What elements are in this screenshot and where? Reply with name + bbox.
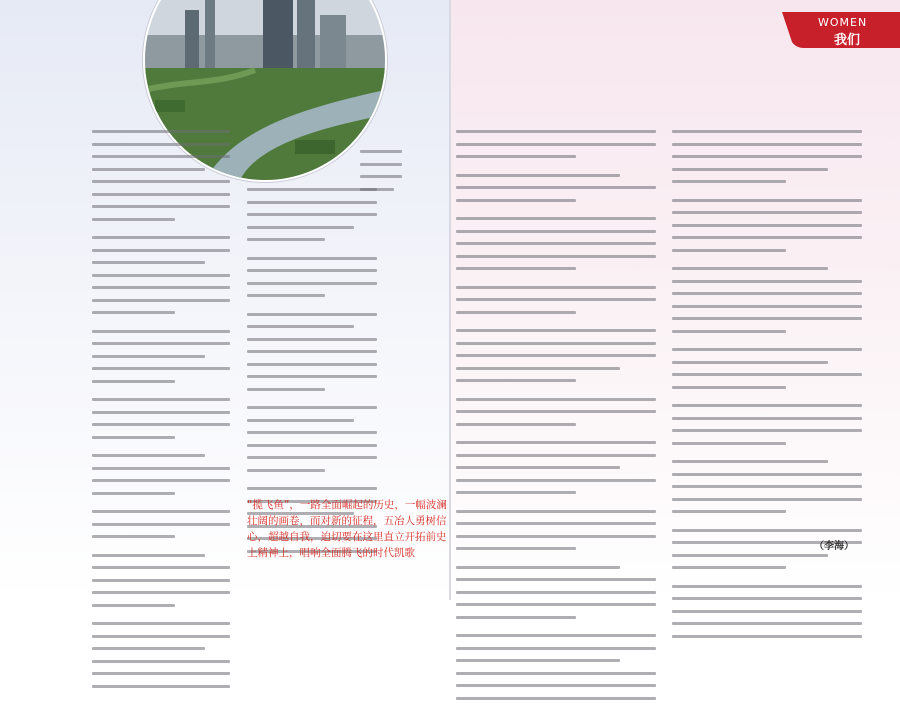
text-line-placeholder xyxy=(672,622,862,625)
paragraph-gap xyxy=(456,280,656,286)
text-line-placeholder xyxy=(456,267,576,270)
text-line-placeholder xyxy=(456,255,656,258)
text-line-placeholder xyxy=(247,188,377,191)
text-line-placeholder xyxy=(247,363,377,366)
text-line-placeholder xyxy=(92,510,230,513)
text-line-placeholder xyxy=(456,130,656,133)
text-line-placeholder xyxy=(456,367,620,370)
text-line-placeholder xyxy=(456,186,656,189)
text-line-placeholder xyxy=(247,388,325,391)
text-line-placeholder xyxy=(247,282,377,285)
text-line-placeholder xyxy=(247,487,377,490)
text-line-placeholder xyxy=(672,610,862,613)
text-line-placeholder xyxy=(92,523,230,526)
text-line-placeholder xyxy=(92,554,205,557)
text-line-placeholder xyxy=(456,491,576,494)
text-line-placeholder xyxy=(672,585,862,588)
text-line-placeholder xyxy=(92,367,230,370)
text-line-placeholder xyxy=(92,423,230,426)
text-line-placeholder xyxy=(672,361,828,364)
text-line-placeholder xyxy=(456,398,656,401)
text-line-placeholder xyxy=(672,442,786,445)
text-line-placeholder xyxy=(92,635,230,638)
text-line-placeholder xyxy=(247,257,377,260)
left-column-2b xyxy=(360,150,402,200)
section-tag-zh: 我们 xyxy=(834,33,861,48)
text-line-placeholder xyxy=(92,236,230,239)
text-line-placeholder xyxy=(456,199,576,202)
text-line-placeholder xyxy=(92,660,230,663)
text-line-placeholder xyxy=(92,218,175,221)
text-line-placeholder xyxy=(456,603,656,606)
text-line-placeholder xyxy=(92,330,230,333)
text-line-placeholder xyxy=(456,547,576,550)
text-line-placeholder xyxy=(456,535,656,538)
paragraph-gap xyxy=(456,560,656,566)
text-line-placeholder xyxy=(672,429,862,432)
text-line-placeholder xyxy=(672,267,828,270)
text-line-placeholder xyxy=(672,249,786,252)
text-line-placeholder xyxy=(92,411,230,414)
text-line-placeholder xyxy=(672,498,862,501)
text-line-placeholder xyxy=(672,373,862,376)
text-line-placeholder xyxy=(456,479,656,482)
text-line-placeholder xyxy=(672,224,862,227)
text-line-placeholder xyxy=(92,591,230,594)
paragraph-gap xyxy=(672,579,862,585)
text-line-placeholder xyxy=(247,444,377,447)
text-line-placeholder xyxy=(92,155,230,158)
text-line-placeholder xyxy=(672,386,786,389)
text-line-placeholder xyxy=(456,441,656,444)
text-line-placeholder xyxy=(456,410,656,413)
text-line-placeholder xyxy=(247,269,377,272)
page-gutter xyxy=(449,0,451,600)
text-line-placeholder xyxy=(672,280,862,283)
text-line-placeholder xyxy=(672,143,862,146)
text-line-placeholder xyxy=(456,647,656,650)
text-line-placeholder xyxy=(360,188,394,191)
section-tag-en: WOMEN xyxy=(818,16,868,29)
text-line-placeholder xyxy=(247,350,377,353)
text-line-placeholder xyxy=(456,591,656,594)
text-line-placeholder xyxy=(247,431,377,434)
text-line-placeholder xyxy=(456,354,656,357)
text-line-placeholder xyxy=(92,286,230,289)
text-line-placeholder xyxy=(247,469,325,472)
text-line-placeholder xyxy=(672,211,862,214)
text-line-placeholder xyxy=(456,329,656,332)
text-line-placeholder xyxy=(672,292,862,295)
paragraph-gap xyxy=(672,193,862,199)
text-line-placeholder xyxy=(92,566,230,569)
text-line-placeholder xyxy=(247,325,354,328)
text-line-placeholder xyxy=(92,130,230,133)
text-line-placeholder xyxy=(360,150,402,153)
text-line-placeholder xyxy=(92,454,205,457)
text-line-placeholder xyxy=(456,522,656,525)
text-line-placeholder xyxy=(672,330,786,333)
text-line-placeholder xyxy=(247,294,325,297)
text-line-placeholder xyxy=(456,311,576,314)
text-line-placeholder xyxy=(92,180,230,183)
text-line-placeholder xyxy=(456,672,656,675)
text-line-placeholder xyxy=(92,604,175,607)
text-line-placeholder xyxy=(456,684,656,687)
text-line-placeholder xyxy=(247,238,325,241)
text-line-placeholder xyxy=(247,201,377,204)
text-line-placeholder xyxy=(672,199,862,202)
paragraph-gap xyxy=(247,307,377,313)
text-line-placeholder xyxy=(92,467,230,470)
text-line-placeholder xyxy=(92,249,230,252)
text-line-placeholder xyxy=(672,417,862,420)
text-line-placeholder xyxy=(672,130,862,133)
article-byline: （李海） xyxy=(814,541,854,552)
text-line-placeholder xyxy=(672,180,786,183)
text-line-placeholder xyxy=(672,155,862,158)
text-line-placeholder xyxy=(92,436,175,439)
text-line-placeholder xyxy=(92,579,230,582)
text-line-placeholder xyxy=(92,143,230,146)
right-column-1 xyxy=(456,130,656,709)
text-line-placeholder xyxy=(456,342,656,345)
text-line-placeholder xyxy=(456,379,576,382)
text-line-placeholder xyxy=(92,299,230,302)
paragraph-gap xyxy=(672,523,862,529)
text-line-placeholder xyxy=(672,510,786,513)
text-line-placeholder xyxy=(672,317,862,320)
left-column-1 xyxy=(92,130,230,697)
paragraph-gap xyxy=(92,548,230,554)
text-line-placeholder xyxy=(456,298,656,301)
text-line-placeholder xyxy=(92,622,230,625)
text-line-placeholder xyxy=(672,348,862,351)
text-line-placeholder xyxy=(92,479,230,482)
text-line-placeholder xyxy=(92,311,175,314)
text-line-placeholder xyxy=(247,456,377,459)
text-line-placeholder xyxy=(672,460,828,463)
text-line-placeholder xyxy=(456,242,656,245)
text-line-placeholder xyxy=(456,454,656,457)
text-line-placeholder xyxy=(672,404,862,407)
text-line-placeholder xyxy=(247,419,354,422)
highlight-passage: “揽飞鱼”，一路全面崛起的历史，一幅波澜壮阔的画卷，而对新的征程，五冶人勇树信心，超越自我，迫切要在这里直立开拓前史上精神上，唱响全面腾飞的时代凯歌 xyxy=(247,499,447,559)
section-tag xyxy=(782,12,900,48)
text-line-placeholder xyxy=(247,213,377,216)
text-line-placeholder xyxy=(456,616,576,619)
right-column-2 xyxy=(672,130,862,647)
paragraph-gap xyxy=(92,324,230,330)
text-line-placeholder xyxy=(456,659,620,662)
text-line-placeholder xyxy=(92,398,230,401)
text-line-placeholder xyxy=(92,355,205,358)
text-line-placeholder xyxy=(247,226,354,229)
text-line-placeholder xyxy=(456,155,576,158)
text-line-placeholder xyxy=(247,338,377,341)
text-line-placeholder xyxy=(456,566,620,569)
text-line-placeholder xyxy=(92,492,175,495)
text-line-placeholder xyxy=(92,535,175,538)
text-line-placeholder xyxy=(456,423,576,426)
text-line-placeholder xyxy=(672,473,862,476)
text-line-placeholder xyxy=(92,205,230,208)
text-line-placeholder xyxy=(456,143,656,146)
text-line-placeholder xyxy=(672,529,862,532)
text-line-placeholder xyxy=(672,566,786,569)
text-line-placeholder xyxy=(92,193,230,196)
text-line-placeholder xyxy=(247,313,377,316)
text-line-placeholder xyxy=(672,485,862,488)
paragraph-gap xyxy=(456,168,656,174)
text-line-placeholder xyxy=(456,697,656,700)
text-line-placeholder xyxy=(456,217,656,220)
text-line-placeholder xyxy=(672,635,862,638)
text-line-placeholder xyxy=(92,685,230,688)
text-line-placeholder xyxy=(360,163,402,166)
text-line-placeholder xyxy=(456,286,656,289)
text-line-placeholder xyxy=(456,174,620,177)
paragraph-gap xyxy=(456,392,656,398)
text-line-placeholder xyxy=(92,380,175,383)
text-line-placeholder xyxy=(672,168,828,171)
text-line-placeholder xyxy=(92,342,230,345)
text-line-placeholder xyxy=(360,175,402,178)
text-line-placeholder xyxy=(247,406,377,409)
text-line-placeholder xyxy=(456,510,656,513)
text-line-placeholder xyxy=(456,578,656,581)
text-line-placeholder xyxy=(456,466,620,469)
text-line-placeholder xyxy=(92,274,230,277)
text-line-placeholder xyxy=(247,375,377,378)
text-line-placeholder xyxy=(672,305,862,308)
text-line-placeholder xyxy=(92,647,205,650)
text-line-placeholder xyxy=(92,672,230,675)
text-line-placeholder xyxy=(456,230,656,233)
text-line-placeholder xyxy=(672,236,862,239)
text-line-placeholder xyxy=(456,634,656,637)
text-line-placeholder xyxy=(672,554,828,557)
paragraph-gap xyxy=(247,251,377,257)
text-line-placeholder xyxy=(92,168,205,171)
text-line-placeholder xyxy=(92,261,205,264)
paragraph-gap xyxy=(456,504,656,510)
